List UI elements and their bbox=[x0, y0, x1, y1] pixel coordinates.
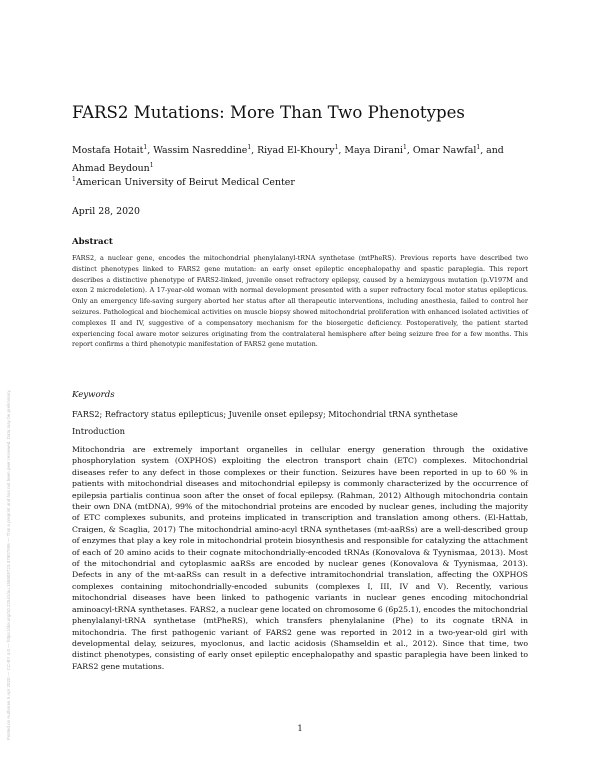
page-number: 1 bbox=[297, 723, 303, 733]
author bbox=[344, 145, 407, 156]
author bbox=[72, 145, 147, 156]
author-affiliation-mark: 1 bbox=[143, 144, 148, 151]
keywords-heading: Keywords bbox=[72, 390, 115, 400]
side-note-text: Posted on Authorea 5 Apr 2020 — CC-BY 4.0 — https://doi.org/10.22541/au.158609723.37807996 — This a preprint and has not been peer reviewed. Data may be preliminary. bbox=[6, 389, 11, 740]
publication-date: April 28, 2020 bbox=[72, 206, 140, 217]
author-affiliation-mark: 1 bbox=[403, 144, 407, 151]
author-name: Riyad El-Khoury bbox=[257, 145, 335, 156]
keywords-text: FARS2; Refractory status epilepticus; Juvenile onset epilepsy; Mitochondrial tRNA synthetase bbox=[72, 409, 458, 419]
affiliation-mark: 1 bbox=[72, 176, 76, 183]
affiliation bbox=[72, 176, 295, 188]
author bbox=[72, 163, 154, 174]
abstract-heading: Abstract bbox=[72, 237, 113, 247]
affiliation-text: American University of Beirut Medical Center bbox=[75, 177, 295, 188]
author bbox=[413, 145, 480, 156]
author-name: Maya Dirani bbox=[344, 145, 404, 156]
author-affiliation-mark: 1 bbox=[247, 144, 252, 151]
author-name: Omar Nawfal bbox=[412, 145, 477, 156]
author-list: Mostafa Hotait$^1$, Wassim Nasreddine$^1$, Riyad El-Khoury$^1$, Maya Dirani$^1$, Omar Nawfal$^1$, and Ahmad Beydoun$^1$ bbox=[72, 144, 504, 174]
author-name: Mostafa Hotait bbox=[72, 145, 144, 156]
preprint-side-note bbox=[6, 300, 20, 740]
abstract-body: FARS2, a nuclear gene, encodes the mitochondrial phenylalanyl-tRNA synthetase (mtPheRS). Previous reports have described two distinct phenotypes linked to FARS2 gene mutation: an early onset epileptic encephalopathy and spastic paraplegia. This report describes a distinctive phenotype of FARS2-linked, juvenile onset refractory epilepsy, caused by a hemizygous mutation (p.V197M and exon 2 microdeletion). A 17-year-old woman with normal development presented with a super refractory focal motor status epilepticus. Only an emergency life-saving surgery aborted her status after all therapeutic interventions, including anesthesia, failed to control her seizures. Pathological and biochemical activities on muscle biopsy showed mitochondrial proliferation with enhanced isolated activities of complexes II and IV, suggestive of a compensatory mechanism for the biosergetic deficiency. Postoperatively, the patient started experiencing focal aware motor seizures originating from the contralateral hemisphere after being seizure free for a few months. This report confirms a third phenotypic manifestation of FARS2 gene mutation. bbox=[72, 254, 528, 349]
paper-title: FARS2 Mutations: More Than Two Phenotypes bbox=[72, 103, 465, 122]
author-affiliation-mark: 1 bbox=[149, 162, 154, 169]
author-name: Ahmad Beydoun bbox=[72, 163, 150, 174]
author bbox=[257, 145, 338, 156]
author-name: Wassim Nasreddine bbox=[153, 145, 248, 156]
author bbox=[153, 145, 251, 156]
introduction-body: Mitochondria are extremely important organelles in cellular energy generation through the oxidative phosphorylation system (OXPHOS) exploiting the electron transport chain (ETC) complexes. Mitochondrial diseases refer to any defect in those complexes or their function. Seizures have been reported in up to 60 % in patients with mitochondrial diseases and mitochondrial epilepsy is commonly characterized by the occurrence of epilepsia partialis continua soon after the onset of focal epilepsy. (Rahman, 2012) Although mitochondria contain their own DNA (mtDNA), 99% of the mitochondrial proteins are encoded by nuclear genes, including the majority of ETC complexes subunits, and proteins implicated in transcription and translation among others. (El-Hattab, Craigen, & Scaglia, 2017) The mitochondrial amino-acyl tRNA synthetases (mt-aaRSs) are a well-described group of enzymes that play a key role in mitochondrial protein biosynthesis and responsible for catalyzing the attachment of each of 20 amino acids to their cognate mitochondrially-encoded tRNAs (Konovalova & Tyynismaa, 2013). Most of the mitochondrial and cytoplasmic aaRSs are encoded by nuclear genes (Konovalova & Tyynismaa, 2013). Defects in any of the mt-aaRSs can result in a defective intramitochondrial translation, affecting the OXPHOS complexes containing mitochondrially-encoded subunits (complexes I, III, IV and V). Recently, various mitochondrial diseases have been linked to pathogenic variants in nuclear genes encoding mitochondrial aminoacyl-tRNA synthetases. FARS2, a nuclear gene located on chromosome 6 (6p25.1), encodes the mitochondrial phenylalanyl-tRNA synthetase (mtPheRS), which transfers phenylalanine (Phe) to its cognate tRNA in mitochondria. The first pathogenic variant of FARS2 gene was reported in 2012 in a two-year-old girl with developmental delay, seizures, myoclonus, and lactic acidosis (Shamseldin et al., 2012). Since that time, two distinct phenotypes, consisting of early onset epileptic encephalopathy and spastic paraplegia have been linked to FARS2 gene mutations. bbox=[72, 445, 528, 671]
author-affiliation-mark: 1 bbox=[476, 144, 481, 151]
introduction-heading: Introduction bbox=[72, 426, 126, 436]
author-affiliation-mark: 1 bbox=[334, 144, 339, 151]
